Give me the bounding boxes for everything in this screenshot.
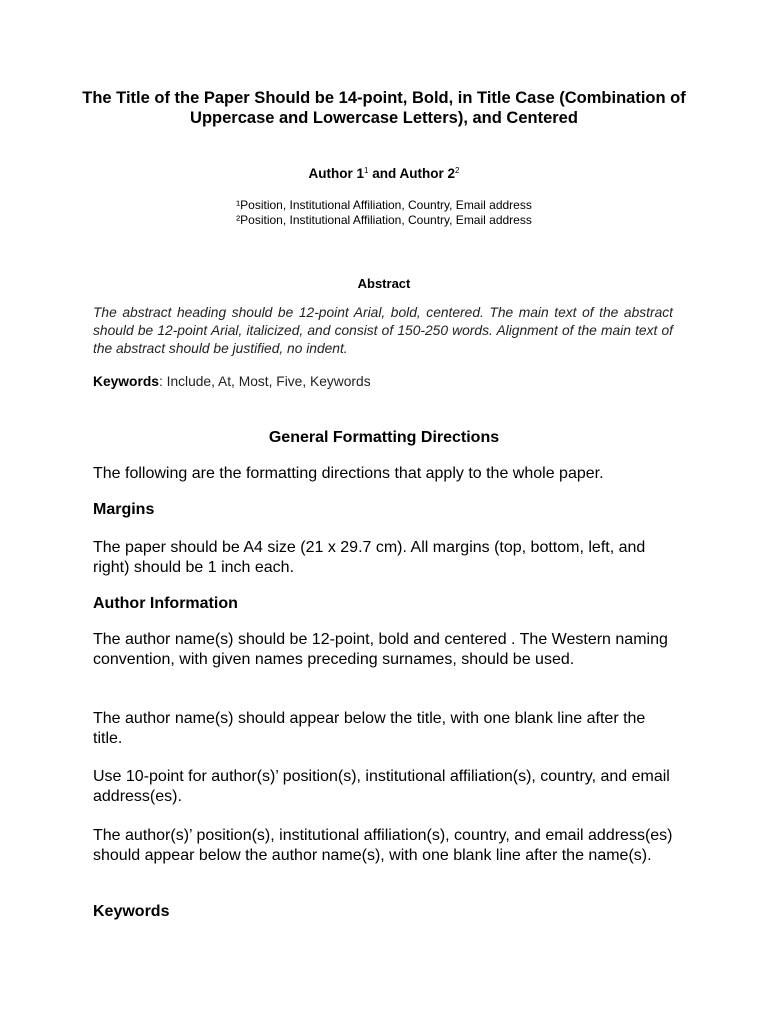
author-2-superscript: 2 bbox=[455, 166, 460, 175]
general-formatting-heading: General Formatting Directions bbox=[268, 429, 500, 446]
abstract-text: The abstract heading should be 12-point Arial, bold, centered. The main text of the abstract should be 12-point Arial, italicized, and consist of 150-250 words. Alignment of the main text of the abstract should be justified, no indent. bbox=[93, 305, 673, 356]
author-info-paragraph-1: The author name(s) should be 12-point, bold and centered . The Western naming convention, with given names preceding surnames, should be used. bbox=[93, 631, 668, 668]
authors-conjunction: and bbox=[368, 166, 400, 181]
keywords-label: Keywords bbox=[93, 374, 159, 389]
author-2-name: Author 2 bbox=[399, 166, 455, 181]
keywords-line bbox=[93, 373, 673, 391]
affiliation-2: ²Position, Institutional Affiliation, Country, Email address bbox=[236, 213, 532, 227]
author-information-heading: Author Information bbox=[93, 595, 238, 612]
author-1-name: Author 1 bbox=[308, 166, 365, 181]
general-intro-paragraph: The following are the formatting directions that apply to the whole paper. bbox=[93, 465, 604, 482]
author-info-paragraph-4: The author(s)’ position(s), institutional affiliation(s), country, and email address(es) should appear below the author name(s), with one blank line after the name(s). bbox=[93, 827, 673, 864]
paper-title: The Title of the Paper Should be 14-point, Bold, in Title Case (Combination of Uppercase and Lowercase Letters), and Centered bbox=[82, 89, 686, 127]
author-info-paragraph-3: Use 10-point for author(s)’ position(s), institutional affiliation(s), country, and email address(es). bbox=[93, 768, 670, 805]
author-line bbox=[0, 165, 768, 183]
author-1-superscript: 1 bbox=[364, 166, 369, 175]
affiliations bbox=[0, 198, 768, 228]
margins-heading: Margins bbox=[93, 501, 155, 518]
keywords-heading: Keywords bbox=[93, 903, 170, 920]
author-info-paragraph-2: The author name(s) should appear below the title, with one blank line after the title. bbox=[93, 710, 646, 747]
margins-paragraph: The paper should be A4 size (21 x 29.7 cm). All margins (top, bottom, left, and right) should be 1 inch each. bbox=[93, 539, 646, 576]
abstract-heading: Abstract bbox=[357, 276, 411, 291]
keywords-values: : Include, At, Most, Five, Keywords bbox=[158, 374, 371, 389]
affiliation-1: ¹Position, Institutional Affiliation, Country, Email address bbox=[236, 198, 532, 212]
